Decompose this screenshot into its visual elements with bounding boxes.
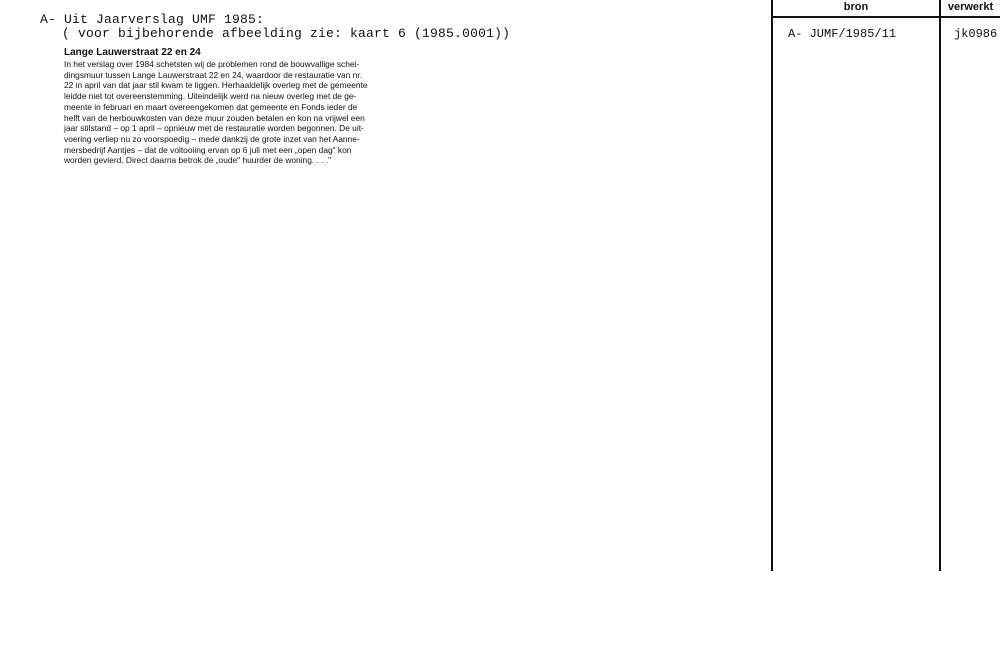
article-line: helft van de herbouwkosten van deze muur zouden betalen en kon na vrijwel een xyxy=(64,112,365,123)
article-line: worden gevierd. Direct daarna betrok de „oude" huurder de woning. . . ." xyxy=(64,155,332,166)
source-heading-line: A- Uit Jaarverslag UMF 1985: xyxy=(40,12,265,27)
bron-column-divider xyxy=(771,0,773,571)
article-line: leidde niet tot overeenstemming. Uiteindelijk werd na nieuw overleg met de ge- xyxy=(64,91,357,102)
bron-value: A- JUMF/1985/11 xyxy=(788,27,897,41)
article-line: In het verslag over 1984 schetsten wij de problemen rond de bouwvallige schei- xyxy=(64,59,360,69)
article-line: 22 in april van dat jaar stil kwam te liggen. Herhaaldelijk overleg met de gemeente xyxy=(64,80,368,91)
verwerkt-column-divider xyxy=(939,0,941,571)
article-body xyxy=(64,59,436,166)
verwerkt-value: jk0986 xyxy=(954,27,998,41)
article-line: voering verliep nu zo voorspoedig – mede dankzij de grote inzet van het Aanne- xyxy=(64,133,360,144)
verwerkt-column-header: verwerkt xyxy=(947,1,994,13)
bron-column-header: bron xyxy=(843,1,869,13)
image-reference-line: ( voor bijbehorende afbeelding zie: kaart 6 (1985.0001)) xyxy=(62,26,511,41)
article-title: Lange Lauwerstraat 22 en 24 xyxy=(64,47,201,58)
article-line: dingsmuur tussen Lange Lauwerstraat 22 en 24, waardoor de restauratie van nr. xyxy=(64,69,362,80)
article-line: mersbedrijf Aantjes – dat de voltooiing ervan op 6 juli met een „open dag" kon xyxy=(64,144,352,155)
article-line: jaar stilstand – op 1 april – opnieuw met de restauratie worden begonnen. De uit- xyxy=(64,123,364,134)
header-rule xyxy=(771,16,1000,18)
article-line: meente in februari en maart overeengekomen dat gemeente en Fonds ieder de xyxy=(64,101,358,112)
